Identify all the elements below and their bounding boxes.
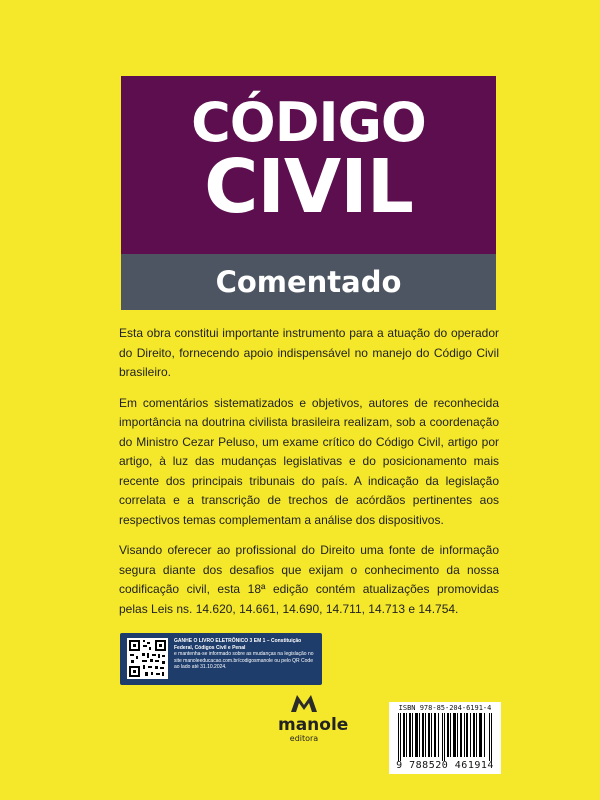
title-block: [121, 76, 496, 254]
promo-text: [174, 638, 319, 671]
description-paragraph-3: Visando oferecer ao profissional do Direito uma fonte de informação segura diante dos desafios que exijam o conhecimento da nossa codificação civil, esta 18ª edição contém atualizações promovidas pelas Leis ns. 14.620, 14.661, 14.690, 14.711, 14.713 e 14.754.: [119, 543, 499, 616]
isbn-barcode: [389, 702, 501, 774]
subtitle-bar: [121, 254, 496, 310]
publisher-logo: [278, 695, 349, 744]
promo-body: e mantenha-se informado sobre as mudanças na legislação no site manoleeducacao.com.br/codigosmanole ou pelo QR Code ao lado até 31.10.2024.: [174, 651, 314, 671]
description-paragraph-2: Em comentários sistematizados e objetivos, autores de reconhecida importância na doutrina civilista brasileira realizam, sob a coordenação do Ministro Cezar Peluso, um exame crítico do Código Civil, artigo por artigo, à luz das mudanças legislativas e do posicionamento mais recente dos principais tribunais do país. A indicação da legislação correlata e a transcrição de trechos de acórdãos pertinentes aos respectivos temas complementam a análise dos dispositivos.: [119, 395, 499, 527]
isbn-digits: 9 788520 461914: [396, 760, 494, 771]
isbn-label: ISBN 978-85-204-6191-4: [398, 704, 492, 712]
publisher-subtitle: editora: [289, 734, 319, 743]
description: [119, 324, 499, 630]
title-line-2: CIVIL: [204, 144, 413, 230]
title-line-1: CÓDIGO: [191, 91, 426, 154]
publisher-name: manole: [278, 715, 349, 735]
barcode-bars: [398, 713, 492, 761]
qr-code-icon[interactable]: [127, 638, 168, 679]
promo-title: GANHE O LIVRO ELETRÔNICO 3 EM 1 – Constituição Federal, Códigos Civil e Penal: [174, 638, 302, 651]
subtitle-text: Comentado: [215, 265, 402, 299]
description-paragraph-1: Esta obra constitui importante instrumento para a atuação do operador do Direito, fornecendo apoio indispensável no manejo do Código Civil brasileiro.: [119, 326, 499, 379]
publisher-logo-icon: [291, 697, 317, 716]
promo-box[interactable]: [120, 633, 322, 685]
